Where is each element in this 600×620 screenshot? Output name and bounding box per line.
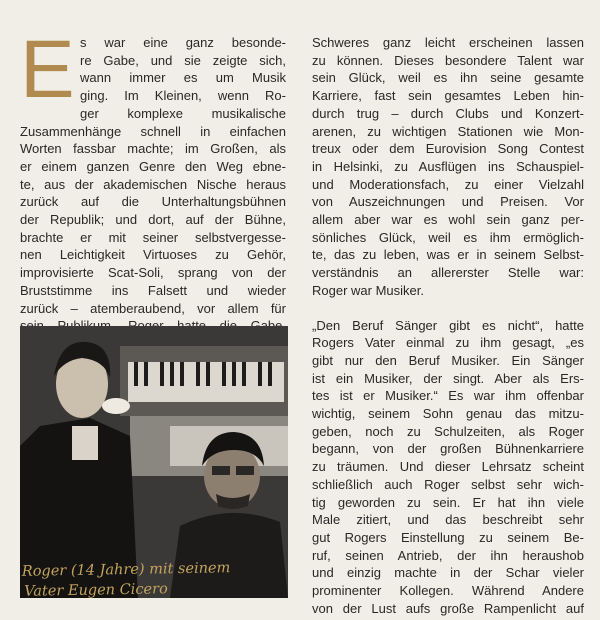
paragraph	[312, 34, 584, 300]
text-line: „Den Beruf Sänger gibt es nicht“, hatte	[312, 317, 584, 333]
photo-roger-and-father	[20, 326, 288, 598]
text-line: wann immer es um Musik	[80, 70, 286, 86]
text-line: von der Lust aufs große Rampenlicht auf	[312, 600, 584, 616]
caption-line: Vater Eugen Cicero	[24, 581, 168, 600]
photo-caption	[22, 558, 231, 602]
text-line: der Republik; und dort, auf der Bühne,	[20, 212, 286, 228]
text-line: zu können. Dieses besondere Talent war	[312, 52, 584, 68]
text-line: Bruststimme ins Falsett und wieder	[20, 282, 286, 298]
text-line: er einem ganzen Genre den Weg ebne-	[20, 158, 286, 174]
text-line: Roger war Musiker.	[312, 282, 424, 298]
paragraph	[312, 317, 584, 618]
text-line: Rogers Vater einmal zu ihm gesagt, „es	[312, 335, 584, 351]
text-line: Karriere, fast sein gesamtes Leben hin-	[312, 88, 584, 104]
text-line: von Auszeichnungen und Preisen. Vor	[312, 194, 584, 210]
text-line: schließlich auch Roger selbst sehr wich-	[312, 476, 584, 492]
text-line: brachte er mit seiner selbstvergesse-	[20, 229, 286, 245]
text-line: zurück – atemberaubend, vor allem für	[20, 300, 286, 316]
text-line: tig geworden zu sein. Er hat ihn viele	[312, 494, 584, 510]
caption-line: Roger (14 Jahre) mit seinem	[21, 560, 231, 580]
text-line: durch trug – durch Clubs und Konzert-	[312, 105, 584, 121]
text-line: ging. Im Kleinen, wenn Ro-	[80, 88, 286, 104]
text-line: te, das zu leben, was er in seinem Selbst-	[312, 247, 584, 263]
text-line: ger komplexe musikalische	[80, 105, 286, 121]
text-line: allem aber war es wohl sein ganz per-	[312, 212, 584, 228]
text-line: s war eine ganz besonde-	[80, 35, 286, 50]
text-line: treux oder dem Eurovision Song Contest	[312, 141, 584, 157]
text-line: in Helsinki, zu Ausflügen ins Schauspiel-	[312, 158, 584, 174]
text-line: geben, noch zu Schulzeiten, als Roger	[312, 423, 584, 439]
left-text-column	[20, 24, 286, 335]
text-line: arenen, zu wichtigen Stationen wie Mon-	[312, 123, 584, 139]
text-line: tes ist er Musiker.“ Es war ihm offenbar	[312, 388, 584, 404]
text-line: gut Rogers Einstellung zu seinem Be-	[312, 529, 584, 545]
text-line: Worten fassbar machte; im Großen, als	[20, 141, 286, 157]
text-line: sönliches Glück, weil es ihm ermöglich-	[312, 229, 584, 245]
text-line: wichtig, seinem Sohn genau das mitzu-	[312, 406, 584, 422]
text-line: Male zitiert, und das beschreibt sehr	[312, 512, 584, 528]
text-line: ruf, seinen Antrieb, der ihn heraushob	[312, 547, 584, 563]
drop-cap: E	[20, 24, 75, 115]
text-line: zu träumen. Und dieser Lehrsatz scheint	[312, 459, 584, 475]
text-line: begann, von der großen Bühnenkarriere	[312, 441, 584, 457]
photo-illustration	[20, 326, 288, 598]
text-line: Schweres ganz leicht erscheinen lassen	[312, 35, 584, 50]
text-line: sein Glück, weil es ihn seine gesamte	[312, 70, 584, 86]
text-line: Zusammenhänge schnell in einfachen	[20, 123, 286, 139]
text-line: improvisierte Scat-Soli, sprang von der	[20, 265, 286, 281]
text-line: prominenter Kollegen. Während Andere	[312, 583, 584, 599]
right-text-column	[312, 34, 584, 618]
text-line: te, aus der akademischen Nische heraus	[20, 176, 286, 192]
text-line: verständnis an allererster Stelle war:	[312, 265, 584, 281]
text-line: re Gabe, und sie zeigte sich,	[80, 52, 286, 68]
text-line: nen Leichtigkeit Virtuoses zu Gehör,	[20, 247, 286, 263]
text-line: und einzig machte in der Schar vieler	[312, 565, 584, 581]
text-line: ist ein Musiker, der singt. Aber als Ers-	[312, 370, 584, 386]
text-line: und Moderationsfach, zu einer Vielzahl	[312, 176, 584, 192]
text-line: gibt nur den Beruf Musiker. Ein Sänger	[312, 352, 584, 368]
text-line: zurück auf die Unterhaltungsbühnen	[20, 194, 286, 210]
